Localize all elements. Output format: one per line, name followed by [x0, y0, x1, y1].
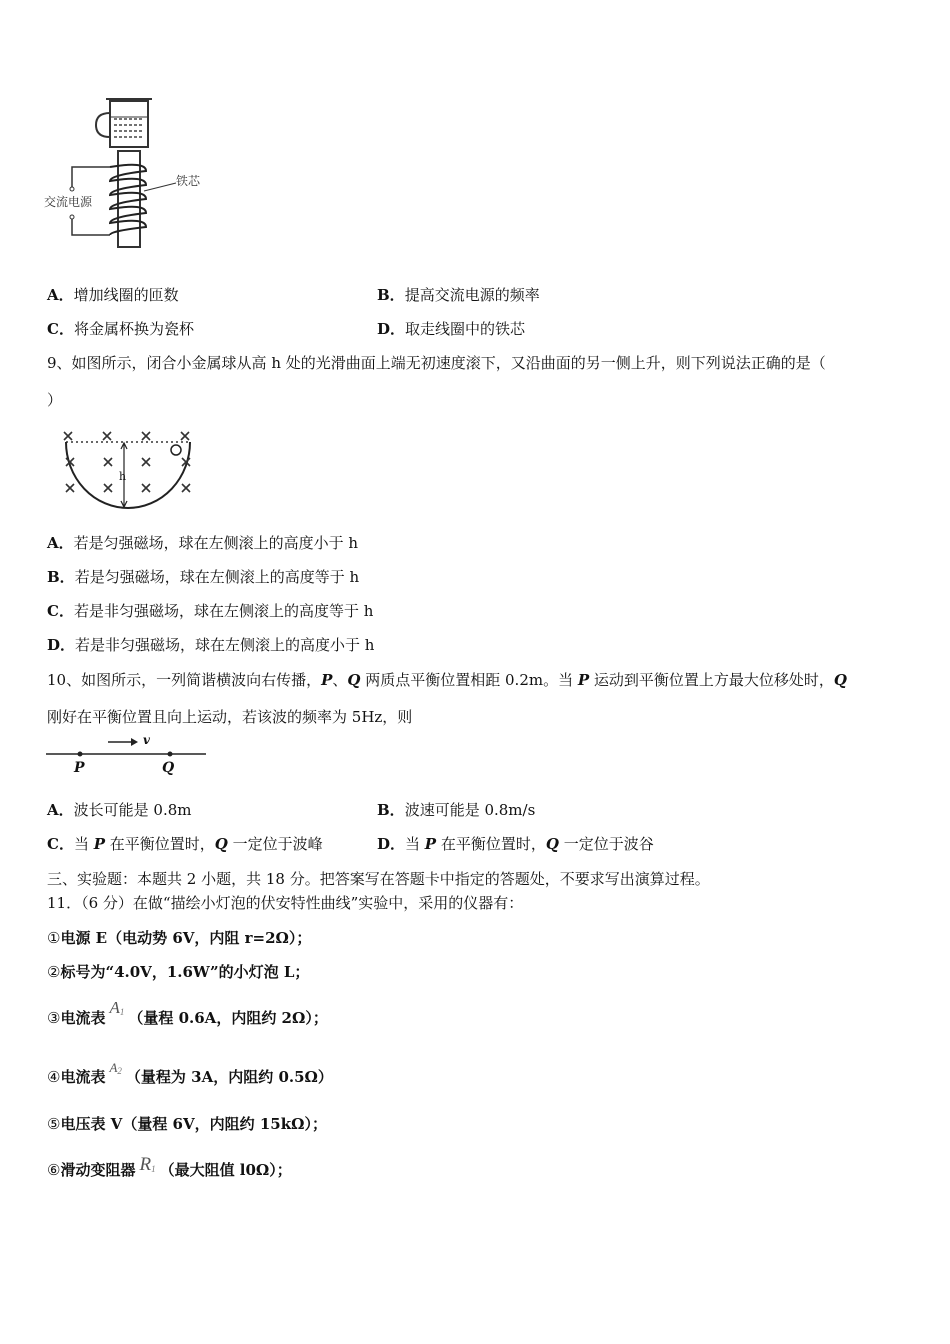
q9-stem-line1: 9、如图所示，闭合小金属球从高 h 处的光滑曲面上端无初速度滚下，又沿曲面的另一侧上升，则下列说法正确的是（ — [47, 354, 826, 372]
q9-option-a: A．若是匀强磁场，球在左侧滚上的高度小于 h — [47, 534, 359, 552]
q9-h-label: h — [119, 470, 127, 483]
q11-item-4: ④电流表$A_2$ （量程为 3A，内阻约 0.5Ω） — [47, 1060, 333, 1086]
q10-option-b: B．波速可能是 0.8m/s — [377, 801, 536, 819]
q10-stem-line1: 10、如图所示，一列简谐横波向右传播，P、Q 两质点平衡位置相距 0.2m。当 P 运动到平衡位置上方最大位移处时，Q — [47, 671, 847, 689]
q8-option-a: A．增加线圈的匝数 — [47, 286, 179, 304]
q10-option-d: D．当 P 在平衡位置时，Q 一定位于波谷 — [377, 835, 654, 853]
wave-velocity-label: v — [143, 733, 150, 747]
q9-magnetic-field-figure — [58, 430, 203, 512]
power-source-label: 交流电源 — [44, 195, 93, 209]
q11-item-5: ⑤电压表 V（量程 6V，内阻约 15kΩ）； — [47, 1115, 327, 1133]
q11-item-6: ⑥滑动变阻器 $R_1$ （最大阻值 l0Ω）； — [47, 1154, 292, 1179]
q10-wave-figure — [44, 734, 209, 780]
q8-option-d: D．取走线圈中的铁芯 — [377, 320, 526, 338]
section3-heading: 三、实验题：本题共 2 小题，共 18 分。把答案写在答题卡中指定的答题处，不要求写出演算过程。 — [47, 870, 710, 888]
iron-core-label: 铁芯 — [176, 174, 201, 188]
q9-option-b: B．若是匀强磁场，球在左侧滚上的高度等于 h — [47, 568, 360, 586]
q8-option-c: C．将金属杯换为瓷杯 — [47, 320, 194, 338]
q9-option-d: D．若是非匀强磁场，球在左侧滚上的高度小于 h — [47, 636, 375, 654]
q9-stem-line2: ） — [47, 391, 63, 409]
wave-point-q-label: Q — [162, 760, 175, 776]
wave-point-p-label: P — [74, 760, 85, 776]
q11-stem: 11．（6 分）在做“描绘小灯泡的伏安特性曲线”实验中，采用的仪器有： — [47, 894, 524, 912]
q10-stem-line2: 刚好在平衡位置且向上运动，若该波的频率为 5Hz，则 — [47, 708, 413, 726]
q11-item-2: ②标号为“4.0V，1.6W”的小灯泡 L； — [47, 963, 310, 981]
q10-option-c: C．当 P 在平衡位置时，Q 一定位于波峰 — [47, 835, 323, 853]
q8-option-b: B．提高交流电源的频率 — [377, 286, 540, 304]
q11-item-3: ③电流表$A_1$ （量程 0.6A，内阻约 2Ω）； — [47, 998, 328, 1027]
q11-item-1: ①电源 E（电动势 6V，内阻 r=2Ω）； — [47, 929, 312, 947]
q10-option-a: A．波长可能是 0.8m — [47, 801, 192, 819]
q9-option-c: C．若是非匀强磁场，球在左侧滚上的高度等于 h — [47, 602, 374, 620]
